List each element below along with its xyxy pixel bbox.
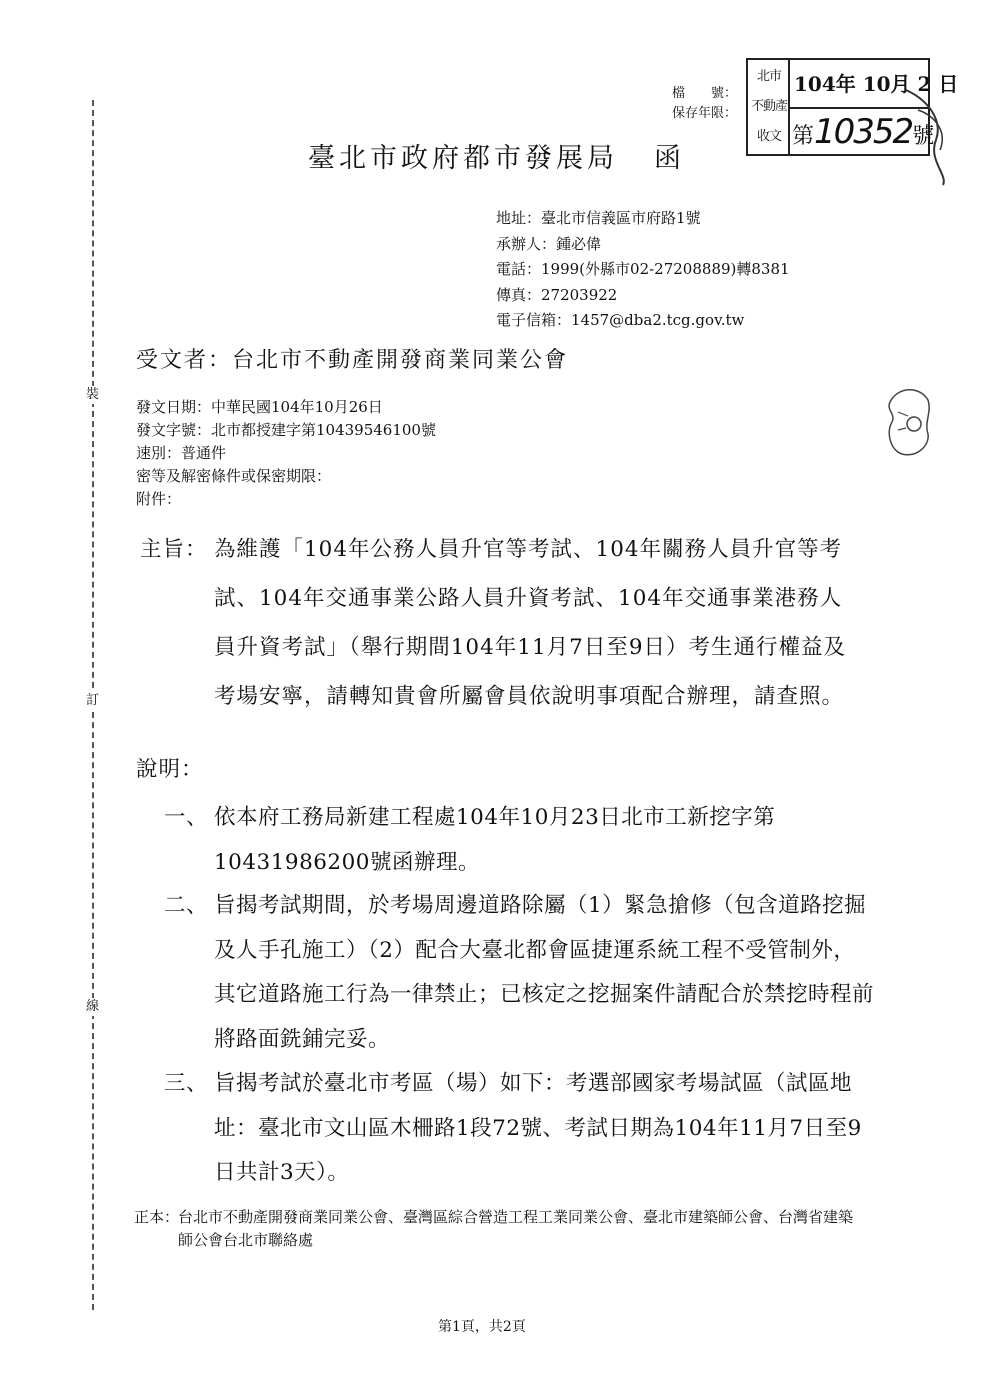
contact-fax: 傳真：27203922 xyxy=(496,285,618,304)
binding-mark-xian: 線 xyxy=(86,999,100,1014)
cc-recipients: 台北市不動產開發商業同業公會、臺灣區綜合營造工程工業同業公會、臺北市建築師公會、台灣省建築師公會台北市聯絡處 xyxy=(178,1208,854,1249)
file-labels xyxy=(652,84,737,124)
item-text: 旨揭考試於臺北市考區（場）如下：考選部國家考場試區（試區地址：臺北市文山區木柵路1段72號、考試日期為104年11月7日至9日共計3天）。 xyxy=(214,1071,862,1185)
page-number: 第1頁，共2頁 xyxy=(438,1319,526,1335)
item-marker: 二、 xyxy=(164,893,209,918)
seal-mark-icon xyxy=(884,382,934,462)
issue-number: 發文字號：北市都授建字第10439546100號 xyxy=(136,421,436,439)
description-label: 說明： xyxy=(136,757,204,782)
stamp-agency xyxy=(750,62,788,152)
cc-label: 正本： xyxy=(134,1208,180,1226)
contact-address: 地址：臺北市信義區市府路1號 xyxy=(496,209,701,227)
file-number-label: 檔 號： xyxy=(671,86,737,101)
secrecy-level: 密等及解密條件或保密期限： xyxy=(136,467,332,485)
attachment: 附件： xyxy=(136,490,182,508)
stamp-agency-line-2: 不動產 xyxy=(750,99,787,114)
stamp-number-handwritten: 10352 xyxy=(814,112,913,152)
document-type: 函 xyxy=(654,143,685,174)
item-marker: 三、 xyxy=(164,1071,209,1096)
subject-text: 為維護「104年公務人員升官等考試、104年關務人員升官等考試、104年交通事業公路人員升資考試、104年交通事業港務人員升資考試」（舉行期間104年11月7日至9日）考生通行權益及考場安寧，請轉知貴會所屬會員依說明事項配合辦理，請查照。 xyxy=(214,537,847,709)
receipt-stamp xyxy=(746,58,959,156)
item-marker: 一、 xyxy=(164,805,209,830)
stamp-number-prefix: 第 xyxy=(792,124,815,149)
issuing-agency: 臺北市政府都市發展局 xyxy=(308,143,618,174)
contact-info xyxy=(496,206,790,334)
item-text: 旨揭考試期間，於考場周邊道路除屬（1）緊急搶修（包含道路挖掘及人手孔施工）（2）配合大臺北都會區捷運系統工程不受管制外，其它道路施工行為一律禁止；已核定之挖掘案件請配合於禁挖時程前將路面銑鋪完妥。 xyxy=(214,893,875,1052)
binding-mark-zhuang: 裝 xyxy=(86,387,100,402)
stamp-agency-line-3: 收文 xyxy=(756,129,781,144)
item-text: 依本府工務局新建工程處104年10月23日北市工新挖字第10431986200號函辦理。 xyxy=(214,805,776,875)
contact-email: 電子信箱：1457@dba2.tcg.gov.tw xyxy=(496,311,745,329)
handwritten-mark-icon xyxy=(898,80,958,190)
document-title xyxy=(308,136,685,175)
subject-label: 主旨： xyxy=(140,537,208,562)
retention-label: 保存年限： xyxy=(671,106,737,121)
delivery-speed: 速別：普通件 xyxy=(136,444,227,462)
stamp-agency-line-1: 北市 xyxy=(756,69,781,84)
document-meta xyxy=(136,396,436,511)
contact-phone: 電話：1999(外縣市02-27208889)轉8381 xyxy=(496,260,790,278)
binding-mark-ding: 訂 xyxy=(86,693,100,708)
stamp-date: 104年 10月 2 日 xyxy=(794,72,959,96)
recipient: 受文者：台北市不動產開發商業同業公會 xyxy=(136,348,569,373)
stamp-number-suffix: 號 xyxy=(912,124,935,149)
issue-date: 發文日期：中華民國104年10月26日 xyxy=(136,398,383,416)
contact-officer: 承辦人：鍾必偉 xyxy=(496,234,602,253)
